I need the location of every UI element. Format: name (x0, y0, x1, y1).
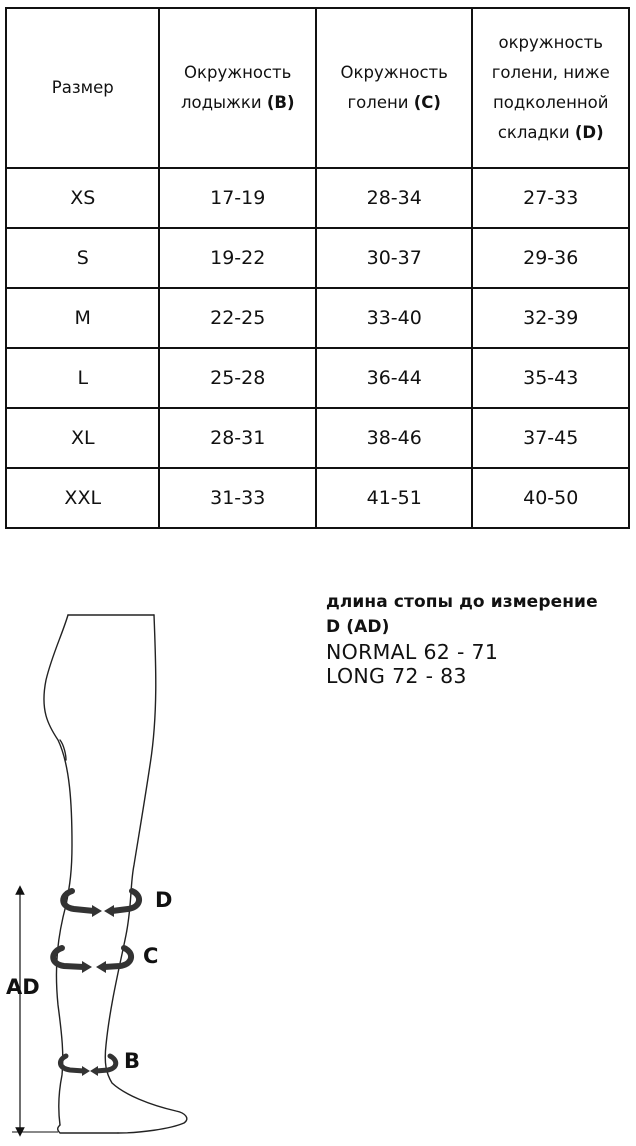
header-ankle-code: (B) (266, 93, 295, 112)
cell-ankle: 19-22 (159, 228, 316, 288)
header-below-knee (472, 8, 629, 168)
length-info (326, 590, 598, 688)
d-measure-band (63, 891, 139, 911)
cell-below-knee: 32-39 (472, 288, 629, 348)
header-calf (316, 8, 473, 168)
cell-below-knee: 27-33 (472, 168, 629, 228)
header-below-knee-code: (D) (574, 123, 604, 142)
cell-ankle: 31-33 (159, 468, 316, 528)
header-size (6, 8, 159, 168)
cell-below-knee: 40-50 (472, 468, 629, 528)
c-arrow-left (82, 961, 92, 973)
cell-ankle: 25-28 (159, 348, 316, 408)
cell-calf: 41-51 (316, 468, 473, 528)
cell-size: L (6, 348, 159, 408)
ad-dimension (12, 890, 58, 1132)
cell-calf: 30-37 (316, 228, 473, 288)
cell-size: M (6, 288, 159, 348)
size-table (5, 7, 630, 529)
label-d: D (155, 888, 173, 912)
cell-below-knee: 37-45 (472, 408, 629, 468)
header-calf-label: Окружность голени (340, 63, 448, 112)
b-arrow-left (82, 1066, 90, 1076)
length-title-line1: длина стопы до измерение (326, 592, 598, 612)
cell-below-knee: 35-43 (472, 348, 629, 408)
table-row (6, 468, 629, 528)
cell-ankle: 28-31 (159, 408, 316, 468)
header-ankle (159, 8, 316, 168)
d-arrow-left (92, 905, 102, 917)
header-calf-code: (C) (413, 93, 441, 112)
cell-calf: 36-44 (316, 348, 473, 408)
table-row (6, 288, 629, 348)
table-row (6, 228, 629, 288)
cell-size: XL (6, 408, 159, 468)
c-arrow-right (96, 961, 106, 973)
label-c: C (143, 944, 159, 968)
label-b: B (124, 1049, 141, 1073)
header-below-knee-label: окружность голени, ниже подколенной складки (491, 33, 610, 142)
d-arrow-right (104, 905, 114, 917)
length-normal: NORMAL 62 - 71 (326, 640, 499, 664)
cell-size: XS (6, 168, 159, 228)
cell-size: S (6, 228, 159, 288)
table-row (6, 408, 629, 468)
b-measure-band (60, 1056, 115, 1071)
c-measure-band (53, 948, 131, 967)
length-title-line2: D (AD) (326, 617, 390, 637)
cell-ankle: 17-19 (159, 168, 316, 228)
header-size-label: Размер (51, 78, 114, 97)
length-long: LONG 72 - 83 (326, 664, 467, 688)
table-row (6, 168, 629, 228)
cell-size: XXL (6, 468, 159, 528)
label-ad: AD (6, 975, 40, 999)
cell-ankle: 22-25 (159, 288, 316, 348)
cell-calf: 33-40 (316, 288, 473, 348)
leg-diagram (0, 605, 200, 1146)
cell-calf: 28-34 (316, 168, 473, 228)
table-row (6, 348, 629, 408)
cell-below-knee: 29-36 (472, 228, 629, 288)
cell-calf: 38-46 (316, 408, 473, 468)
table-header-row (6, 8, 629, 168)
b-arrow-right (90, 1066, 98, 1076)
header-ankle-label: Окружность лодыжки (180, 63, 292, 112)
